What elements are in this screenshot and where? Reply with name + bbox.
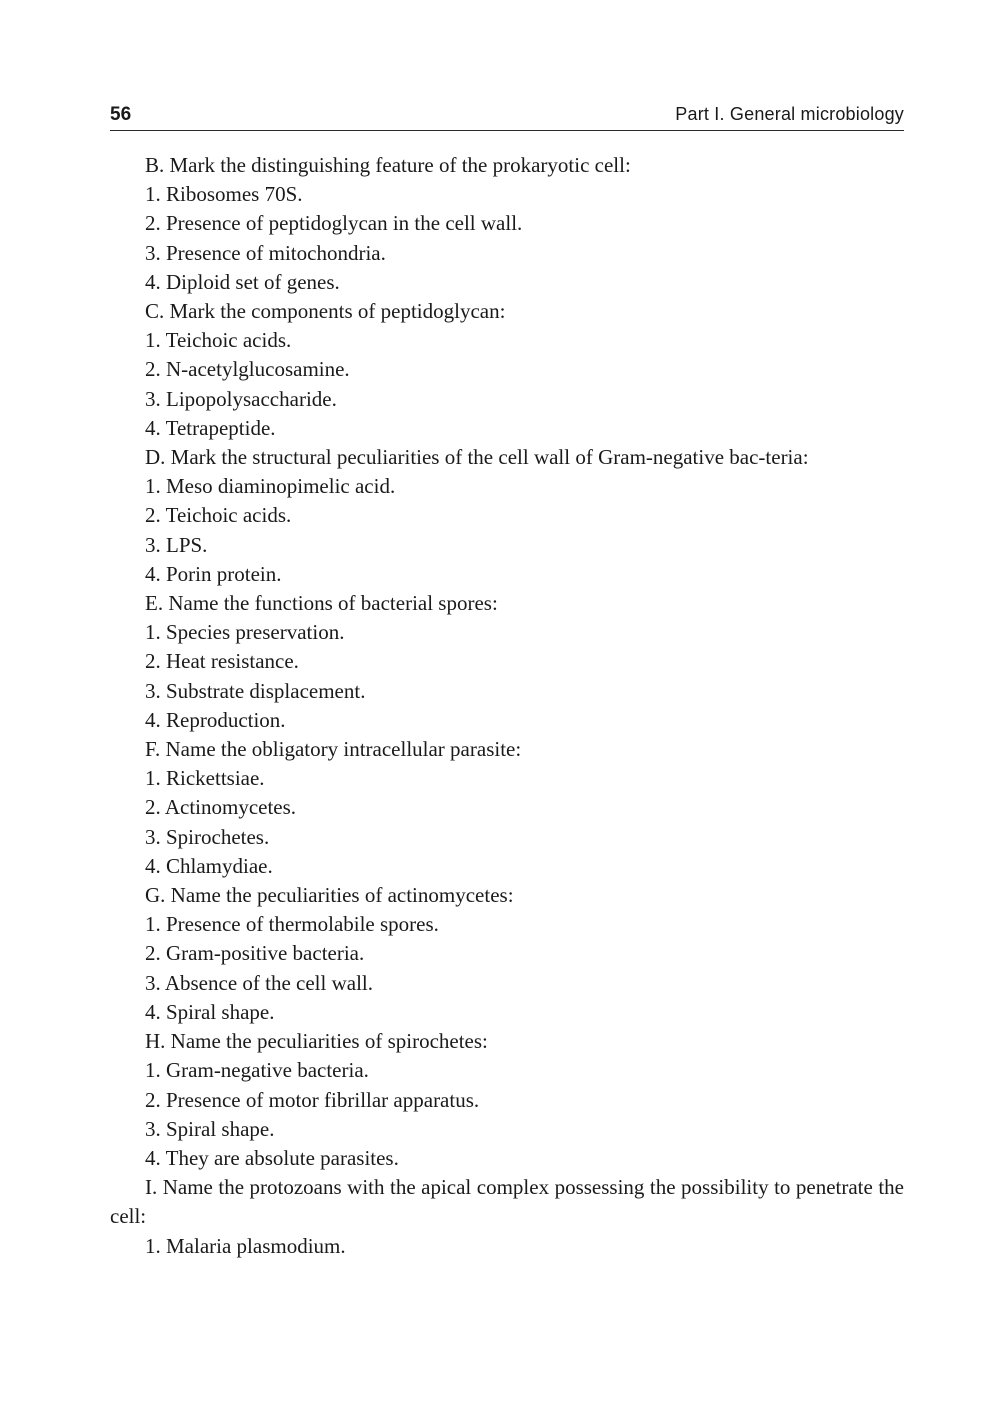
page-number: 56 (110, 104, 132, 125)
answer-option: 1. Ribosomes 70S. (145, 182, 303, 207)
answer-option: 3. Substrate displacement. (145, 678, 366, 703)
answer-option: 3. Lipopolysaccharide. (145, 386, 337, 411)
question-prompt: B. Mark the distinguishing feature of the prokaryotic cell: (145, 153, 631, 177)
answer-option: 3. LPS. (145, 532, 208, 557)
answer-option: 4. They are absolute parasites. (145, 1145, 399, 1170)
question-prompt: G. Name the peculiarities of actinomycetes: (145, 883, 514, 908)
answer-option: 1. Meso diaminopimelic acid. (145, 474, 396, 499)
answer-option: 2. Gram-positive bacteria. (145, 941, 365, 966)
running-head: Part I. General microbiology (675, 104, 904, 124)
answer-option: 2. Teichoic acids. (145, 503, 292, 528)
question-prompt: D. Mark the structural peculiarities of the cell wall of Gram-negative bac-teria: (145, 445, 809, 470)
answer-option: 1. Malaria plasmodium. (145, 1233, 346, 1258)
question-prompt: C. Mark the components of peptidoglycan: (145, 299, 506, 324)
answer-option: 3. Spirochetes. (145, 824, 270, 849)
question-list (110, 151, 904, 1261)
question-prompt: H. Name the peculiarities of spirochetes: (145, 1029, 488, 1054)
question-prompt: E. Name the functions of bacterial spores: (145, 591, 498, 616)
answer-option: 2. Actinomycetes. (145, 795, 297, 820)
answer-option: 1. Species preservation. (145, 620, 345, 645)
question-prompt: F. Name the obligatory intracellular parasite: (145, 737, 522, 762)
question-prompt: I. Name the protozoans with the apical complex possessing the possibility to penetrate the cell: (110, 1175, 904, 1229)
answer-option: 3. Absence of the cell wall. (145, 970, 374, 995)
answer-option: 2. N-acetylglucosamine. (145, 357, 350, 382)
answer-option: 1. Rickettsiae. (145, 766, 265, 791)
answer-option: 4. Chlamydiae. (145, 853, 273, 878)
answer-option: 3. Presence of mitochondria. (145, 240, 386, 265)
answer-option: 4. Spiral shape. (145, 999, 275, 1024)
answer-option: 2. Presence of peptidoglycan in the cell wall. (145, 211, 523, 236)
answer-option: 4. Reproduction. (145, 707, 286, 732)
answer-option: 3. Spiral shape. (145, 1116, 275, 1141)
answer-option: 2. Presence of motor fibrillar apparatus. (145, 1087, 480, 1112)
answer-option: 4. Porin protein. (145, 561, 282, 586)
answer-option: 4. Diploid set of genes. (145, 269, 340, 294)
answer-option: 2. Heat resistance. (145, 649, 299, 674)
answer-option: 1. Presence of thermolabile spores. (145, 912, 439, 937)
answer-option: 4. Tetrapeptide. (145, 415, 276, 440)
page-header (110, 102, 904, 131)
answer-option: 1. Teichoic acids. (145, 328, 292, 353)
answer-option: 1. Gram-negative bacteria. (145, 1058, 369, 1083)
